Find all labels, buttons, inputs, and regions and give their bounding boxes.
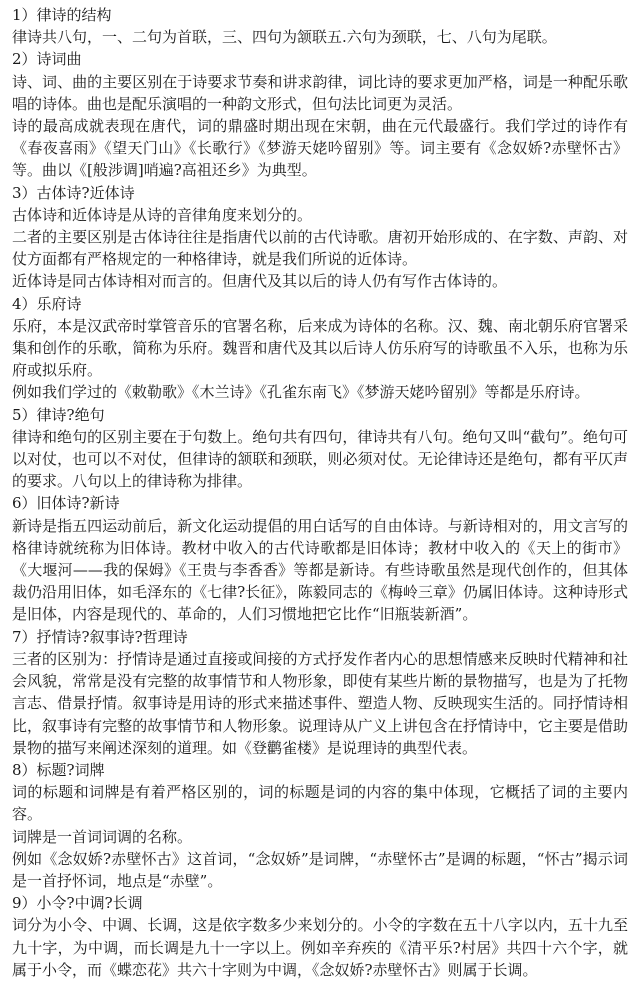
paragraph: 律诗共八句，一、二句为首联，三、四句为颔联五.六句为颈联，七、八句为尾联。 bbox=[12, 28, 557, 47]
paragraph: 古体诗和近体诗是从诗的音律角度来划分的。 bbox=[12, 205, 313, 224]
paragraph: 乐府，本是汉武帝时掌管音乐的官署名称，后来成为诗体的名称。汉、魏、南北朝乐府官署采集和创作的乐歌，简称为乐府。魏晋和唐代及其以后诗人仿乐府写的诗歌虽不入乐，也称为乐府或拟乐府。 bbox=[12, 316, 628, 380]
paragraph: 词的标题和词牌是有着严格区别的，词的标题是词的内容的集中体现，它概括了词的主要内容。 bbox=[12, 783, 628, 824]
section-heading: 6）旧体诗?新诗 bbox=[12, 494, 120, 513]
paragraph: 新诗是指五四运动前后，新文化运动提倡的用白话写的自由体诗。与新诗相对的，用文言写的格律诗就统称为旧体诗。教材中收入的古代诗歌都是旧体诗；教材中收入的《天上的街市》《大堰河——我的保姆》《王贵与李香香》等都是新诗。有些诗歌虽然是现代创作的，但其体裁仍沿用旧体，如毛泽东的《七律?长征》，陈毅同志的《梅岭三章》仍属旧体诗。这种诗形式是旧体，内容是现代的、革命的，人们习惯地把它比作“旧瓶装新酒”。 bbox=[12, 516, 628, 624]
paragraph: 例如《念奴娇?赤壁怀古》这首词，“念奴娇”是词牌，“赤壁怀古”是调的标题，“怀古”揭示词是一首抒怀词，地点是“赤壁”。 bbox=[12, 849, 628, 890]
section bbox=[12, 48, 628, 181]
paragraph: 诗的最高成就表现在唐代，词的鼎盛时期出现在宋朝，曲在元代最盛行。我们学过的诗作有《春夜喜雨》《望天门山》《长歌行》《梦游天姥吟留别》等。词主要有《念奴娇?赤壁怀古》等。曲以《[般涉调]哨遍?高祖还乡》为典型。 bbox=[12, 117, 628, 180]
section-heading: 2）诗词曲 bbox=[12, 50, 82, 69]
paragraph: 三者的区别为：抒情诗是通过直接或间接的方式抒发作者内心的思想情感来反映时代精神和社会风貌，常常是没有完整的故事情节和人物形象，即使有某些片断的景物描写，也是为了托物言志、借景抒情。叙事诗是用诗的形式来描述事件、塑造人物、反映现实生活的。同抒情诗相比，叙事诗有完整的故事情节和人物形象。说理诗从广义上讲包含在抒情诗中，它主要是借助景物的描写来阐述深刻的道理。如《登鹳雀楼》是说理诗的典型代表。 bbox=[12, 649, 628, 757]
section-heading: 8）标题?词牌 bbox=[12, 760, 105, 779]
section bbox=[12, 892, 628, 981]
paragraph: 二者的主要区别是古体诗往往是指唐代以前的古代诗歌。唐初开始形成的、在字数、声韵、对仗方面都有严格规定的一种格律诗，就是我们所说的近体诗。 bbox=[12, 228, 628, 269]
paragraph: 近体诗是同古体诗相对而言的。但唐代及其以后的诗人仍有写作古体诗的。 bbox=[12, 272, 508, 291]
section bbox=[12, 404, 628, 493]
section bbox=[12, 759, 628, 892]
section-heading: 7）抒情诗?叙事诗?哲理诗 bbox=[12, 627, 188, 646]
section-heading: 1）律诗的结构 bbox=[12, 6, 112, 24]
section-heading: 9）小令?中调?长调 bbox=[12, 894, 143, 913]
section bbox=[12, 293, 628, 404]
section bbox=[12, 4, 628, 48]
paragraph: 词分为小令、中调、长调，这是依字数多少来划分的。小令的字数在五十八字以内，五十九至九十字，为中调，而长调是九十一字以上。例如辛弃疾的《清平乐?村居》共四十六个字，就属于小令，而《蝶恋花》共六十字则为中调，《念奴娇?赤壁怀古》则属于长调。 bbox=[12, 916, 628, 979]
paragraph: 例如我们学过的《敕勒歌》《木兰诗》《孔雀东南飞》《梦游天姥吟留别》等都是乐府诗。 bbox=[12, 383, 590, 402]
paragraph: 词牌是一首词词调的名称。 bbox=[12, 827, 193, 846]
section bbox=[12, 492, 628, 625]
section bbox=[12, 182, 628, 293]
paragraph: 律诗和绝句的区别主要在于句数上。绝句共有四句，律诗共有八句。绝句又叫“截句”。绝句可以对仗，也可以不对仗，但律诗的颔联和颈联，则必须对仗。无论律诗还是绝句，都有平仄声的要求。八句以上的律诗称为排律。 bbox=[12, 427, 628, 491]
section-heading: 5）律诗?绝句 bbox=[12, 405, 105, 424]
paragraph: 诗、词、曲的主要区别在于诗要求节奏和讲求韵律，词比诗的要求更加严格，词是一种配乐歌唱的诗体。曲也是配乐演唱的一种韵文形式，但句法比词更为灵活。 bbox=[12, 72, 628, 113]
section-heading: 4）乐府诗 bbox=[12, 294, 82, 313]
section bbox=[12, 626, 628, 759]
section-heading: 3）古体诗?近体诗 bbox=[12, 183, 135, 202]
